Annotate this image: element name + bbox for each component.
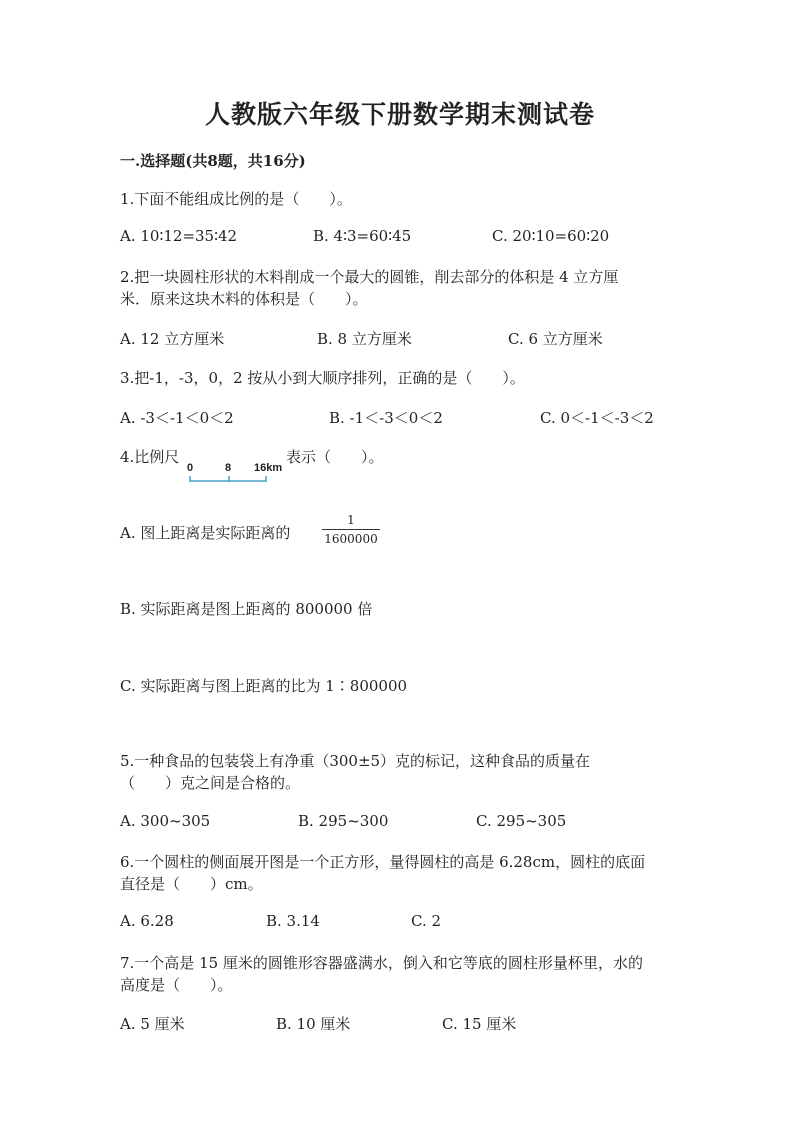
page-title: 人教版六年级下册数学期末测试卷 [204, 100, 595, 129]
question-2-option-a: A. 12 立方厘米 [120, 330, 225, 348]
question-1-option-c: C. 20∶10=60∶20 [492, 227, 610, 245]
question-5-text-line1: 5.一种食品的包装袋上有净重（300±5）克的标记，这种食品的质量在 [120, 752, 591, 770]
question-2-text-line1: 2.把一块圆柱形状的木料削成一个最大的圆锥，削去部分的体积是 4 立方厘 [120, 268, 619, 286]
question-7-text-line1: 7.一个高是 15 厘米的圆锥形容器盛满水，倒入和它等底的圆柱形量杯里，水的 [120, 954, 643, 972]
question-5-option-b: B. 295~300 [298, 812, 389, 830]
question-4-option-a: A. 图上距离是实际距离的 [120, 524, 291, 542]
question-1-text: 1.下面不能组成比例的是（ ）。 [120, 190, 352, 208]
question-6-option-a: A. 6.28 [120, 912, 174, 930]
question-5-option-c: C. 295~305 [476, 812, 567, 830]
question-3-option-c: C. 0＜-1＜-3＜2 [540, 409, 654, 427]
scale-label-0: 0 [187, 462, 194, 474]
question-6-text-line2: 直径是（ ）cm。 [120, 875, 263, 893]
fraction [322, 513, 380, 546]
question-7-option-c: C. 15 厘米 [442, 1015, 517, 1033]
question-6-text-line1: 6.一个圆柱的侧面展开图是一个正方形，量得圆柱的高是 6.28cm，圆柱的底面 [120, 853, 646, 871]
question-4-text-start: 4.比例尺 [120, 448, 180, 466]
question-6-option-b: B. 3.14 [266, 912, 320, 930]
scale-label-8: 8 [225, 462, 232, 474]
question-3-text: 3.把-1，-3，0，2 按从小到大顺序排列，正确的是（ ）。 [120, 369, 525, 387]
question-2-option-c: C. 6 立方厘米 [508, 330, 603, 348]
question-1-option-b: B. 4∶3=60∶45 [313, 227, 412, 245]
question-2-option-b: B. 8 立方厘米 [317, 330, 412, 348]
question-1-option-a: A. 10∶12=35∶42 [120, 227, 238, 245]
fraction-numerator: 1 [347, 513, 355, 527]
fraction-bar [322, 529, 380, 530]
question-4-option-b: B. 实际距离是图上距离的 800000 倍 [120, 600, 373, 618]
fraction-denominator: 1600000 [324, 532, 378, 546]
question-4-option-c: C. 实际距离与图上距离的比为 1∶800000 [120, 677, 408, 695]
question-2-text-line2: 米．原来这块木料的体积是（ ）。 [120, 290, 368, 308]
question-5-option-a: A. 300~305 [120, 812, 211, 830]
question-6-option-c: C. 2 [411, 912, 442, 930]
question-5-text-line2: （ ）克之间是合格的。 [120, 774, 301, 792]
question-3-option-a: A. -3＜-1＜0＜2 [120, 409, 234, 427]
section-heading: 一.选择题(共8题，共16分) [120, 152, 306, 170]
question-3-option-b: B. -1＜-3＜0＜2 [329, 409, 443, 427]
question-7-option-a: A. 5 厘米 [120, 1015, 185, 1033]
question-4-text-end: 表示（ ）。 [286, 448, 384, 466]
question-7-option-b: B. 10 厘米 [276, 1015, 351, 1033]
scale-bar-drawing [187, 461, 287, 487]
scale-label-16km: 16km [254, 462, 283, 474]
question-7-text-line2: 高度是（ ）。 [120, 976, 233, 994]
scale-bar-figure [187, 461, 287, 487]
